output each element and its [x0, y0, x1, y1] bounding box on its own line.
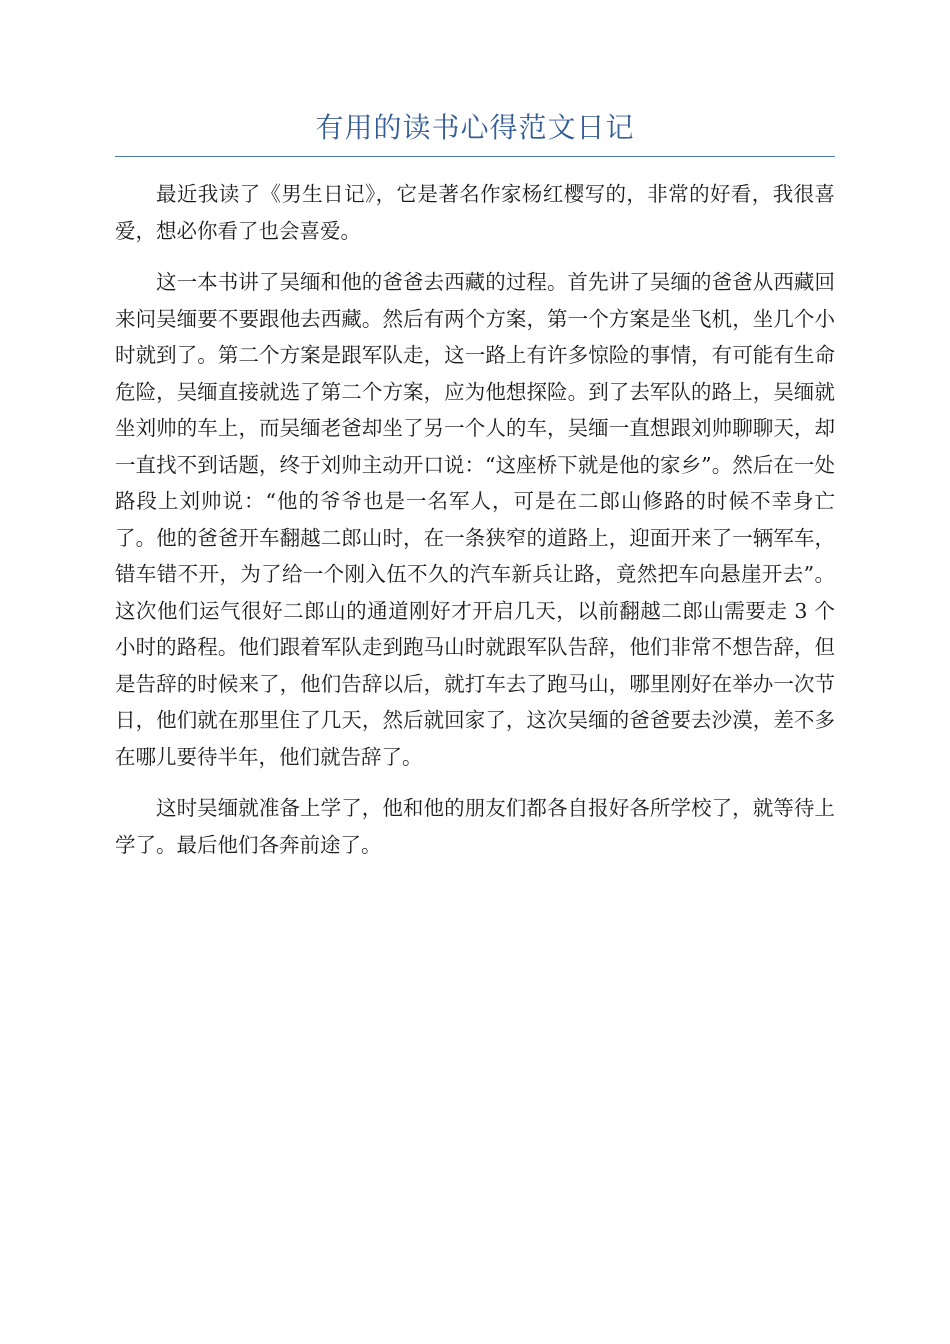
- paragraph-3: 这时吴缅就准备上学了，他和他的朋友们都各自报好各所学校了，就等待上学了。最后他们各奔前途了。: [115, 796, 835, 857]
- title-block: [115, 108, 835, 157]
- document-body: [115, 176, 835, 878]
- document-title: 有用的读书心得范文日记: [315, 111, 635, 144]
- paragraph-1: 最近我读了《男生日记》，它是著名作家杨红樱写的，非常的好看，我很喜爱，想必你看了也会喜爱。: [115, 182, 835, 243]
- paragraph-2: 这一本书讲了吴缅和他的爸爸去西藏的过程。首先讲了吴缅的爸爸从西藏回来问吴缅要不要跟他去西藏。然后有两个方案，第一个方案是坐飞机，坐几个小时就到了。第二个方案是跟军队走，这一路上有许多惊险的事情，有可能有生命危险，吴缅直接就选了第二个方案，应为他想探险。到了去军队的路上，吴缅就坐刘帅的车上，而吴缅老爸却坐了另一个人的车，吴缅一直想跟刘帅聊聊天，却一直找不到话题，终于刘帅主动开口说：“这座桥下就是他的家乡”。然后在一处路段上刘帅说：“他的爷爷也是一名军人，可是在二郎山修路的时候不幸身亡了。他的爸爸开车翻越二郎山时，在一条狭窄的道路上，迎面开来了一辆军车，错车错不开，为了给一个刚入伍不久的汽车新兵让路，竟然把车向悬崖开去”。这次他们运气很好二郎山的通道刚好才开启几天，以前翻越二郎山需要走 3 个小时的路程。他们跟着军队走到跑马山时就跟军队告辞，他们非常不想告辞，但是告辞的时候来了，他们告辞以后，就打车去了跑马山，哪里刚好在举办一次节日，他们就在那里住了几天，然后就回家了，这次吴缅的爸爸要去沙漠，差不多在哪儿要待半年，他们就告辞了。: [115, 270, 835, 769]
